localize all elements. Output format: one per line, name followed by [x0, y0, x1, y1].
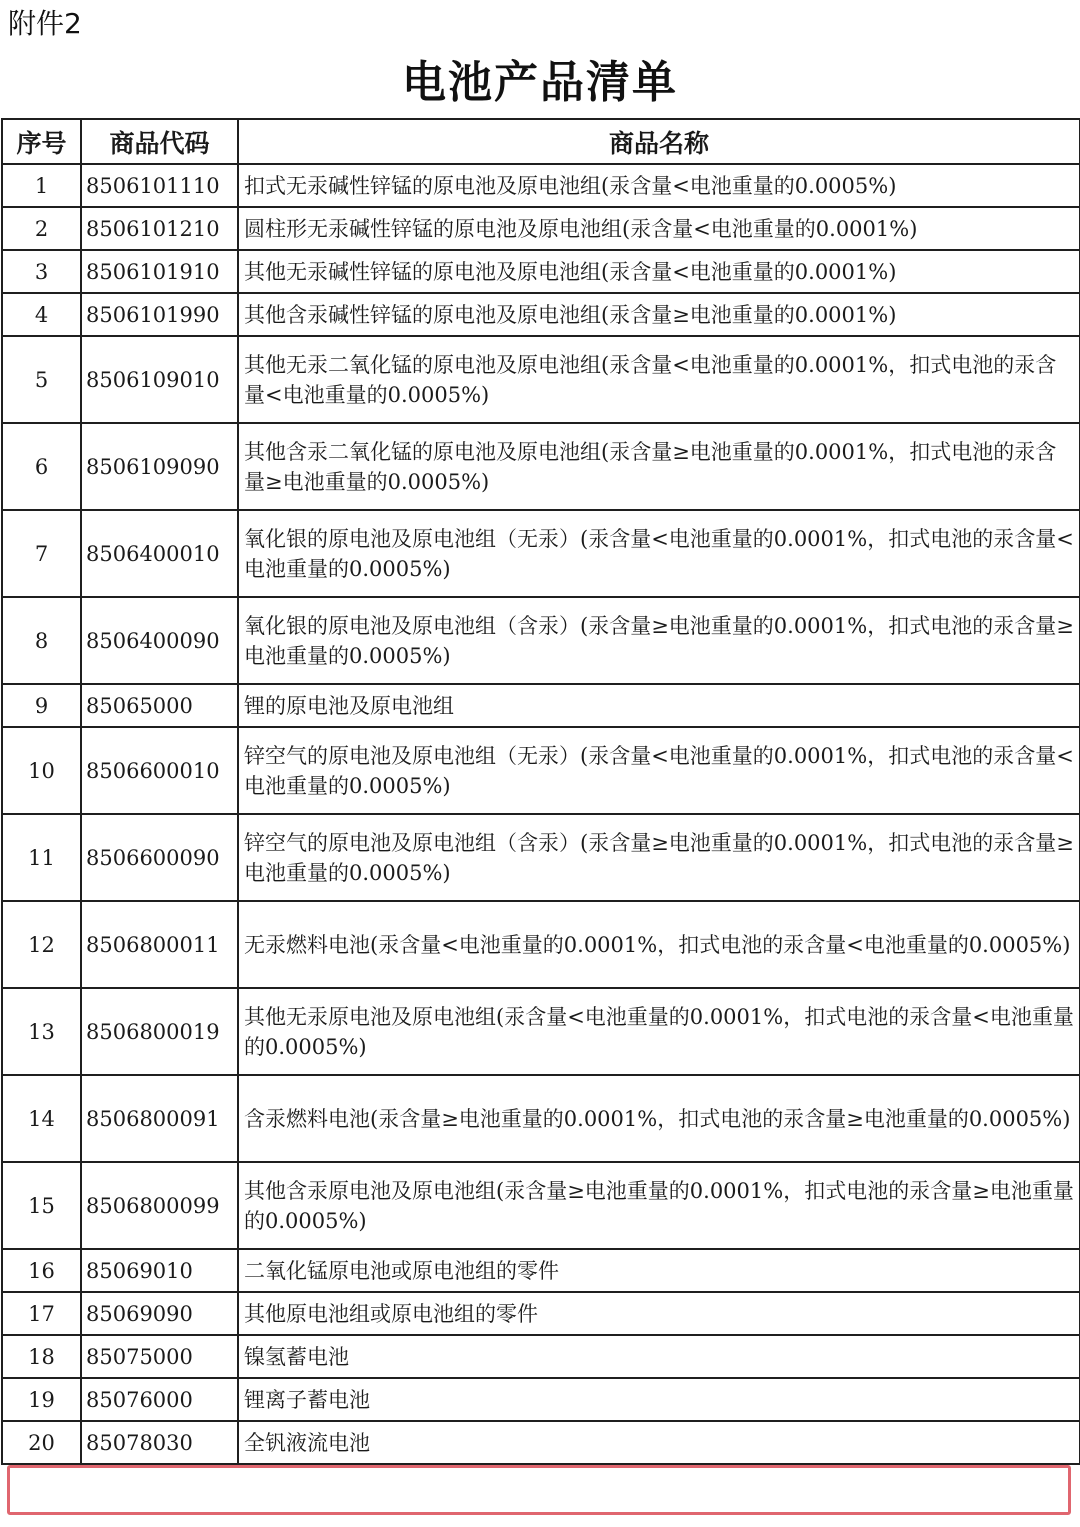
row-name: 镍氢蓄电池	[238, 1335, 1080, 1378]
row-name: 锂的原电池及原电池组	[238, 684, 1080, 727]
row-code: 8506600010	[81, 727, 238, 814]
column-header-code: 商品代码	[81, 119, 238, 164]
row-code: 85078030	[81, 1421, 238, 1464]
row-name: 其他含汞碱性锌锰的原电池及原电池组(汞含量≥电池重量的0.0001%)	[238, 293, 1080, 336]
row-seq: 4	[2, 293, 81, 336]
table-row	[2, 1378, 1080, 1421]
row-seq: 20	[2, 1421, 81, 1464]
row-name: 扣式无汞碱性锌锰的原电池及原电池组(汞含量<电池重量的0.0005%)	[238, 164, 1080, 207]
table-row	[2, 510, 1080, 597]
row-seq: 7	[2, 510, 81, 597]
row-name: 锌空气的原电池及原电池组（含汞）(汞含量≥电池重量的0.0001%，扣式电池的汞含量≥电池重量的0.0005%)	[238, 814, 1080, 901]
column-header-seq: 序号	[2, 119, 81, 164]
row-code: 85065000	[81, 684, 238, 727]
row-seq: 5	[2, 336, 81, 423]
row-code: 8506800091	[81, 1075, 238, 1162]
column-header-name: 商品名称	[238, 119, 1080, 164]
row-code: 8506800099	[81, 1162, 238, 1249]
row-name: 圆柱形无汞碱性锌锰的原电池及原电池组(汞含量<电池重量的0.0001%)	[238, 207, 1080, 250]
table-row	[2, 423, 1080, 510]
table-row	[2, 727, 1080, 814]
row-seq: 8	[2, 597, 81, 684]
row-name: 二氧化锰原电池或原电池组的零件	[238, 1249, 1080, 1292]
row-name: 其他含汞原电池及原电池组(汞含量≥电池重量的0.0001%，扣式电池的汞含量≥电池重量的0.0005%)	[238, 1162, 1080, 1249]
row-name: 锂离子蓄电池	[238, 1378, 1080, 1421]
row-name: 其他原电池组或原电池组的零件	[238, 1292, 1080, 1335]
row-code: 8506800011	[81, 901, 238, 988]
row-seq: 12	[2, 901, 81, 988]
table-row	[2, 1162, 1080, 1249]
battery-product-table	[1, 118, 1080, 1465]
table-row	[2, 1249, 1080, 1292]
row-code: 85076000	[81, 1378, 238, 1421]
row-seq: 15	[2, 1162, 81, 1249]
row-seq: 19	[2, 1378, 81, 1421]
row-code: 85069010	[81, 1249, 238, 1292]
highlight-box	[7, 1465, 1071, 1515]
row-code: 8506800019	[81, 988, 238, 1075]
table-row	[2, 1075, 1080, 1162]
table-row-highlighted	[2, 1421, 1080, 1464]
row-name: 氧化银的原电池及原电池组（无汞）(汞含量<电池重量的0.0001%，扣式电池的汞含量<电池重量的0.0005%)	[238, 510, 1080, 597]
row-name: 其他无汞原电池及原电池组(汞含量<电池重量的0.0001%，扣式电池的汞含量<电池重量的0.0005%)	[238, 988, 1080, 1075]
row-code: 8506400010	[81, 510, 238, 597]
table-row	[2, 901, 1080, 988]
row-code: 8506400090	[81, 597, 238, 684]
row-name: 全钒液流电池	[238, 1421, 1080, 1464]
row-seq: 2	[2, 207, 81, 250]
row-seq: 14	[2, 1075, 81, 1162]
row-code: 8506109090	[81, 423, 238, 510]
row-seq: 16	[2, 1249, 81, 1292]
row-name: 含汞燃料电池(汞含量≥电池重量的0.0001%，扣式电池的汞含量≥电池重量的0.0005%)	[238, 1075, 1080, 1162]
row-code: 85075000	[81, 1335, 238, 1378]
table-row	[2, 250, 1080, 293]
row-code: 8506101110	[81, 164, 238, 207]
row-seq: 10	[2, 727, 81, 814]
row-name: 其他无汞碱性锌锰的原电池及原电池组(汞含量<电池重量的0.0001%)	[238, 250, 1080, 293]
table-row	[2, 684, 1080, 727]
row-code: 8506109010	[81, 336, 238, 423]
table-row	[2, 336, 1080, 423]
row-seq: 11	[2, 814, 81, 901]
table-row	[2, 597, 1080, 684]
attachment-label: 附件2	[8, 7, 82, 40]
row-seq: 3	[2, 250, 81, 293]
row-code: 8506101990	[81, 293, 238, 336]
row-name: 氧化银的原电池及原电池组（含汞）(汞含量≥电池重量的0.0001%，扣式电池的汞含量≥电池重量的0.0005%)	[238, 597, 1080, 684]
row-code: 85069090	[81, 1292, 238, 1335]
table-row	[2, 988, 1080, 1075]
row-seq: 9	[2, 684, 81, 727]
row-name: 其他无汞二氧化锰的原电池及原电池组(汞含量<电池重量的0.0001%，扣式电池的汞含量<电池重量的0.0005%)	[238, 336, 1080, 423]
row-seq: 1	[2, 164, 81, 207]
row-name: 无汞燃料电池(汞含量<电池重量的0.0001%，扣式电池的汞含量<电池重量的0.0005%)	[238, 901, 1080, 988]
table-row	[2, 164, 1080, 207]
page-title: 电池产品清单	[402, 57, 678, 108]
row-code: 8506101210	[81, 207, 238, 250]
table-row	[2, 1292, 1080, 1335]
row-name: 其他含汞二氧化锰的原电池及原电池组(汞含量≥电池重量的0.0001%，扣式电池的汞含量≥电池重量的0.0005%)	[238, 423, 1080, 510]
row-name: 锌空气的原电池及原电池组（无汞）(汞含量<电池重量的0.0001%，扣式电池的汞含量<电池重量的0.0005%)	[238, 727, 1080, 814]
row-code: 8506600090	[81, 814, 238, 901]
row-seq: 6	[2, 423, 81, 510]
table-row	[2, 293, 1080, 336]
row-code: 8506101910	[81, 250, 238, 293]
row-seq: 17	[2, 1292, 81, 1335]
row-seq: 18	[2, 1335, 81, 1378]
table-row	[2, 814, 1080, 901]
table-row	[2, 1335, 1080, 1378]
row-seq: 13	[2, 988, 81, 1075]
table-row	[2, 207, 1080, 250]
table-header-row	[2, 119, 1080, 164]
